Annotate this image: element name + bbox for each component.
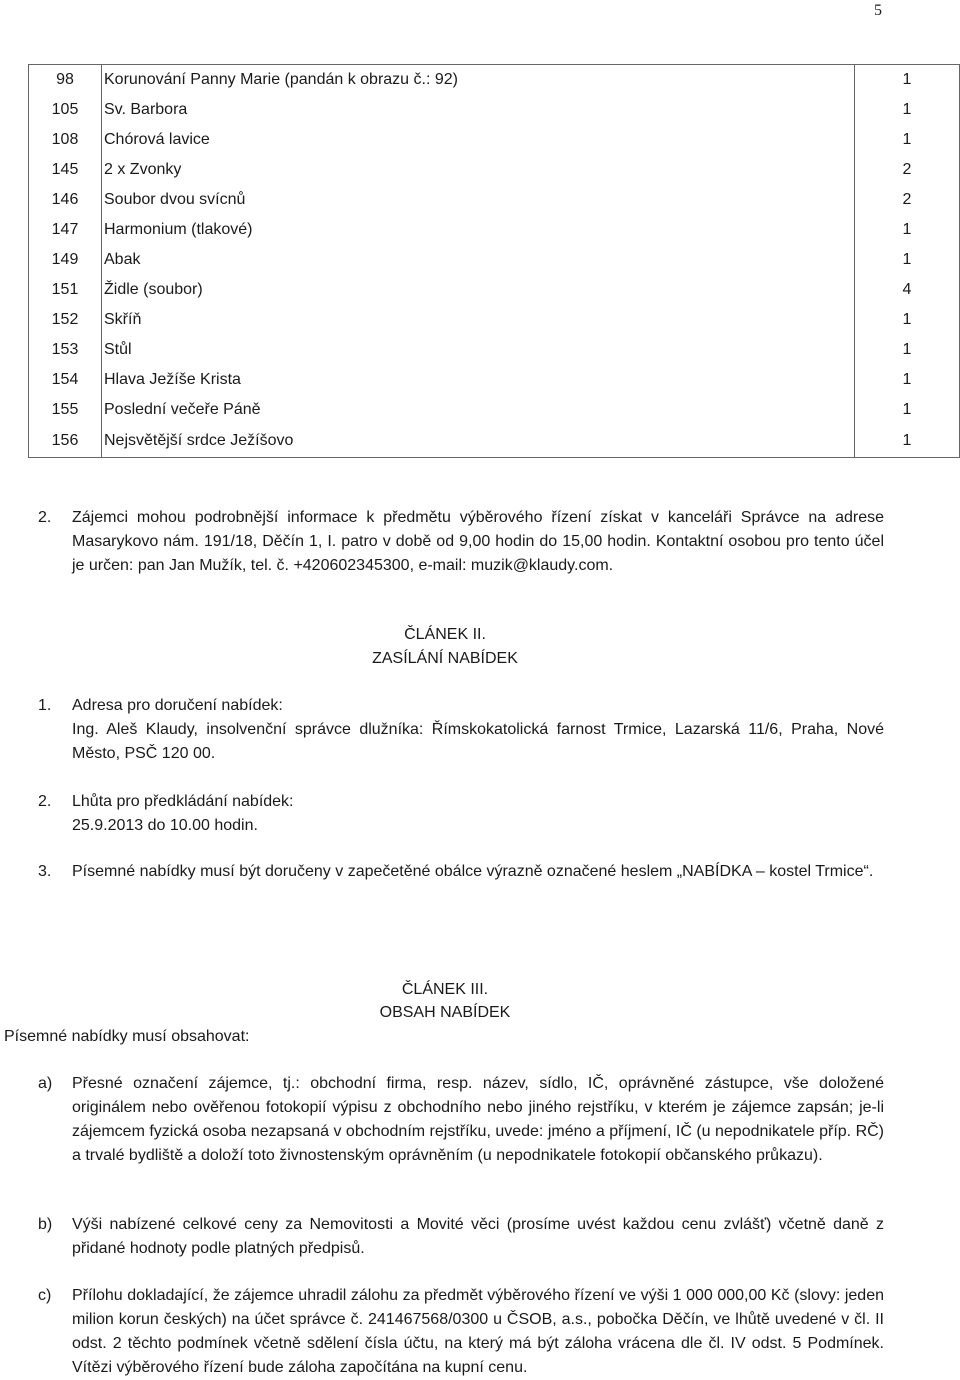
article3-item-c (38, 1284, 884, 1380)
item-quantity: 1 (855, 335, 960, 365)
item-number: 105 (29, 95, 102, 125)
item-c-label: c) (38, 1287, 52, 1304)
article2-p1 (38, 694, 884, 766)
table-row (29, 95, 960, 125)
item-number: 145 (29, 155, 102, 185)
table-row (29, 215, 960, 245)
item-a-text: Přesné označení zájemce, tj.: obchodní firma, resp. název, sídlo, IČ, oprávněné zástupce, vše doložené originálem nebo ověřenou fotokopií výpisu z obchodního nebo jiného rejstříku, v kterém je zájemce zapsán; je-li zájemcem fyzická osoba nezapsaná v obchodním rejstříku, uvede: jméno a příjmení, IČ (u nepodnikatele příp. RČ) a trvalé bydliště a doloží toto živnostenským oprávněním (u nepodnikatele fotokopií občanského průkazu). (72, 1075, 884, 1164)
item-name: Abak (102, 245, 855, 275)
item-quantity: 1 (855, 245, 960, 275)
item-quantity: 1 (855, 425, 960, 458)
table-row (29, 335, 960, 365)
item-name: Harmonium (tlakové) (102, 215, 855, 245)
item-number: 98 (29, 65, 102, 96)
item-number: 152 (29, 305, 102, 335)
article3-heading: ČLÁNEK III. (401, 981, 489, 998)
item-quantity: 1 (855, 95, 960, 125)
item-b-text: Výši nabízené celkové ceny za Nemovitosti a Movité věci (prosíme uvést každou cenu zvlášť) včetně daně z přidané hodnoty podle platných předpisů. (72, 1216, 884, 1257)
article2-p2 (38, 790, 884, 838)
article2-p1-title: Adresa pro doručení nabídek: (72, 697, 283, 714)
page-number: 5 (874, 2, 882, 19)
para2-text: Zájemci mohou podrobnější informace k předmětu výběrového řízení získat v kanceláři Správce na adrese Masarykovo nám. 191/18, Děčín 1, I. patro v době od 9,00 hodin do 15,00 hodin. Kontaktní osobou pro tento účel je určen: pan Jan Mužík, tel. č. +420602345300, e-mail: muzik@klaudy.com. (72, 509, 884, 574)
article3-item-a (38, 1072, 884, 1168)
article2-p3 (38, 860, 884, 884)
article2-heading: ČLÁNEK II. (404, 626, 486, 643)
item-quantity: 1 (855, 305, 960, 335)
item-quantity: 1 (855, 395, 960, 425)
table-row (29, 425, 960, 458)
table-row (29, 275, 960, 305)
item-name: Sv. Barbora (102, 95, 855, 125)
item-name: 2 x Zvonky (102, 155, 855, 185)
article2-p3-text: Písemné nabídky musí být doručeny v zapečetěné obálce výrazně označené heslem „NABÍDKA – kostel Trmice“. (72, 863, 874, 880)
article2-subheading: ZASÍLÁNÍ NABÍDEK (372, 650, 518, 667)
item-quantity: 1 (855, 125, 960, 155)
item-quantity: 2 (855, 185, 960, 215)
item-quantity: 1 (855, 65, 960, 96)
item-c-text: Přílohu dokladající, že zájemce uhradil zálohu za předmět výběrového řízení ve výši 1 000 000,00 Kč (slovy: jeden milion korun českých) na účet správce č. 241467568/0300 u ČSOB, a.s., pobočka Děčín, ve lhůtě uvedené v čl. II odst. 2 těchto podmínek včetně sdělení čísla účtu, na který má být záloha vrácena dle čl. IV odst. 5 Podmínek. Vítězi výběrového řízení bude záloha započítána na kupní cenu. (72, 1287, 884, 1376)
item-name: Nejsvětější srdce Ježíšovo (102, 425, 855, 458)
item-b-label: b) (38, 1216, 53, 1233)
table-row (29, 185, 960, 215)
item-number: 153 (29, 335, 102, 365)
article2-p3-number: 3. (38, 863, 52, 880)
item-name: Soubor dvou svícnů (102, 185, 855, 215)
item-name: Skříň (102, 305, 855, 335)
item-quantity: 1 (855, 215, 960, 245)
table-row (29, 125, 960, 155)
table-row (29, 395, 960, 425)
table-row (29, 305, 960, 335)
article2-p1-text: Ing. Aleš Klaudy, insolvenční správce dlužníka: Římskokatolická farnost Trmice, Lazarská 11/6, Praha, Nové Město, PSČ 120 00. (72, 721, 884, 762)
item-name: Hlava Ježíše Krista (102, 365, 855, 395)
article2-p2-text: 25.9.2013 do 10.00 hodin. (72, 817, 258, 834)
item-name: Stůl (102, 335, 855, 365)
item-name: Židle (soubor) (102, 275, 855, 305)
para2-block (38, 506, 884, 578)
item-quantity: 2 (855, 155, 960, 185)
item-number: 156 (29, 425, 102, 458)
table-row (29, 65, 960, 96)
item-number: 155 (29, 395, 102, 425)
item-number: 146 (29, 185, 102, 215)
article2-p2-title: Lhůta pro předkládání nabídek: (72, 793, 294, 810)
item-number: 151 (29, 275, 102, 305)
item-number: 149 (29, 245, 102, 275)
item-quantity: 4 (855, 275, 960, 305)
article3-subheading: OBSAH NABÍDEK (379, 1004, 511, 1021)
item-number: 154 (29, 365, 102, 395)
item-name: Poslední večeře Páně (102, 395, 855, 425)
item-number: 108 (29, 125, 102, 155)
item-name: Chórová lavice (102, 125, 855, 155)
article3-item-b (38, 1213, 884, 1261)
article2-p2-number: 2. (38, 793, 52, 810)
item-name: Korunování Panny Marie (pandán k obrazu č.: 92) (102, 65, 855, 96)
para2-number: 2. (38, 509, 52, 526)
table-row (29, 365, 960, 395)
table-row (29, 245, 960, 275)
article2-p1-number: 1. (38, 697, 52, 714)
table-row (29, 155, 960, 185)
article3-intro: Písemné nabídky musí obsahovat: (4, 1028, 250, 1045)
item-a-label: a) (38, 1075, 53, 1092)
items-table (28, 64, 960, 458)
item-quantity: 1 (855, 365, 960, 395)
item-number: 147 (29, 215, 102, 245)
